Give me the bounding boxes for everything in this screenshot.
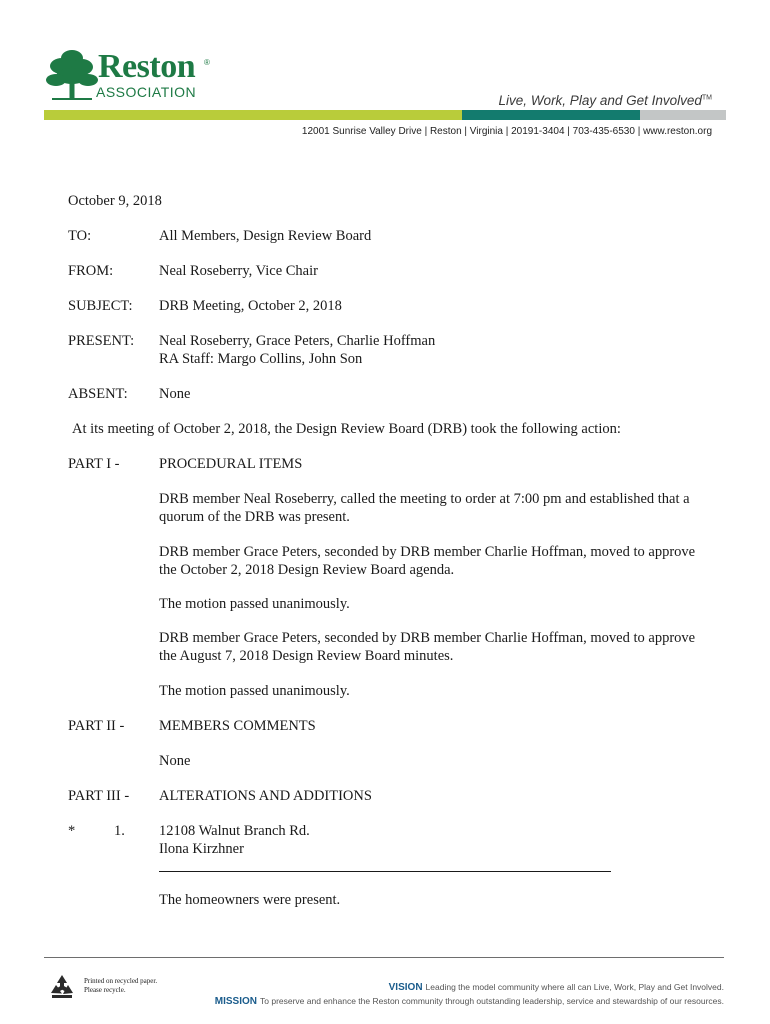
org-name: Reston — [98, 48, 196, 85]
tagline-text: Live, Work, Play and Get Involved — [498, 93, 702, 108]
mission-statement — [215, 996, 724, 1007]
part3-title: ALTERATIONS AND ADDITIONS — [159, 788, 372, 804]
registered-mark: ® — [204, 58, 210, 67]
subject-label: SUBJECT: — [68, 298, 133, 314]
mission-text: To preserve and enhance the Reston community through outstanding leadership, service and stewardship of our resources. — [260, 996, 724, 1006]
org-address: 12001 Sunrise Valley Drive | Reston | Virginia | 20191-3404 | 703-435-6530 | www.reston.org — [301, 126, 712, 137]
item-address: 12108 Walnut Branch Rd. — [159, 823, 310, 839]
mission-label: MISSION — [214, 996, 257, 1007]
part2-title: MEMBERS COMMENTS — [159, 718, 316, 734]
org-subtitle: ASSOCIATION — [96, 84, 197, 100]
recycled-note — [84, 977, 157, 995]
part1-para4-line2: the August 7, 2018 Design Review Board minutes. — [159, 648, 454, 664]
header-band-teal — [462, 110, 640, 120]
from-value: Neal Roseberry, Vice Chair — [159, 263, 318, 279]
recycle-icon — [47, 973, 77, 1001]
part1-motion-2: The motion passed unanimously. — [159, 683, 350, 699]
to-value: All Members, Design Review Board — [159, 228, 372, 244]
item-owner: Ilona Kirzhner — [159, 841, 244, 857]
part1-para2-line1: DRB member Grace Peters, seconded by DRB member Charlie Hoffman, moved to approve — [159, 544, 696, 560]
memo-date: October 9, 2018 — [68, 193, 162, 209]
to-label: TO: — [68, 228, 92, 244]
footer-divider — [44, 957, 724, 958]
part1-para2-line2: the October 2, 2018 Design Review Board agenda. — [159, 562, 455, 578]
header-band-gray — [640, 110, 726, 120]
present-label: PRESENT: — [68, 333, 135, 349]
item-underline — [159, 871, 611, 872]
item-note: The homeowners were present. — [159, 892, 341, 908]
recycled-note-line2: Please recycle. — [84, 986, 126, 994]
absent-value: None — [159, 386, 191, 402]
item-number: 1. — [114, 823, 125, 839]
present-staff: RA Staff: Margo Collins, John Son — [159, 351, 363, 367]
recycled-note-line1: Printed on recycled paper. — [84, 977, 158, 985]
part2-body: None — [159, 753, 191, 769]
from-label: FROM: — [68, 263, 114, 279]
part1-para4-line1: DRB member Grace Peters, seconded by DRB member Charlie Hoffman, moved to approve — [159, 630, 696, 646]
intro-paragraph: At its meeting of October 2, 2018, the Design Review Board (DRB) took the following action: — [72, 421, 621, 437]
item-asterisk: * — [68, 823, 76, 839]
part3-label: PART III - — [68, 788, 130, 804]
present-members: Neal Roseberry, Grace Peters, Charlie Hoffman — [159, 333, 436, 349]
part1-label: PART I - — [68, 456, 120, 472]
tagline — [499, 93, 712, 108]
vision-label: VISION — [388, 982, 423, 993]
vision-statement — [389, 982, 724, 993]
subject-value: DRB Meeting, October 2, 2018 — [159, 298, 342, 314]
header-band-lime — [44, 110, 462, 120]
part1-para1-line1: DRB member Neal Roseberry, called the meeting to order at 7:00 pm and established that a — [159, 491, 690, 507]
part1-motion-1: The motion passed unanimously. — [159, 596, 350, 612]
absent-label: ABSENT: — [68, 386, 128, 402]
vision-text: Leading the model community where all can Live, Work, Play and Get Involved. — [425, 982, 724, 992]
trademark-mark: TM — [701, 94, 712, 102]
part1-title: PROCEDURAL ITEMS — [159, 456, 303, 472]
part1-para1-line2: quorum of the DRB was present. — [159, 509, 350, 525]
part2-label: PART II - — [68, 718, 125, 734]
